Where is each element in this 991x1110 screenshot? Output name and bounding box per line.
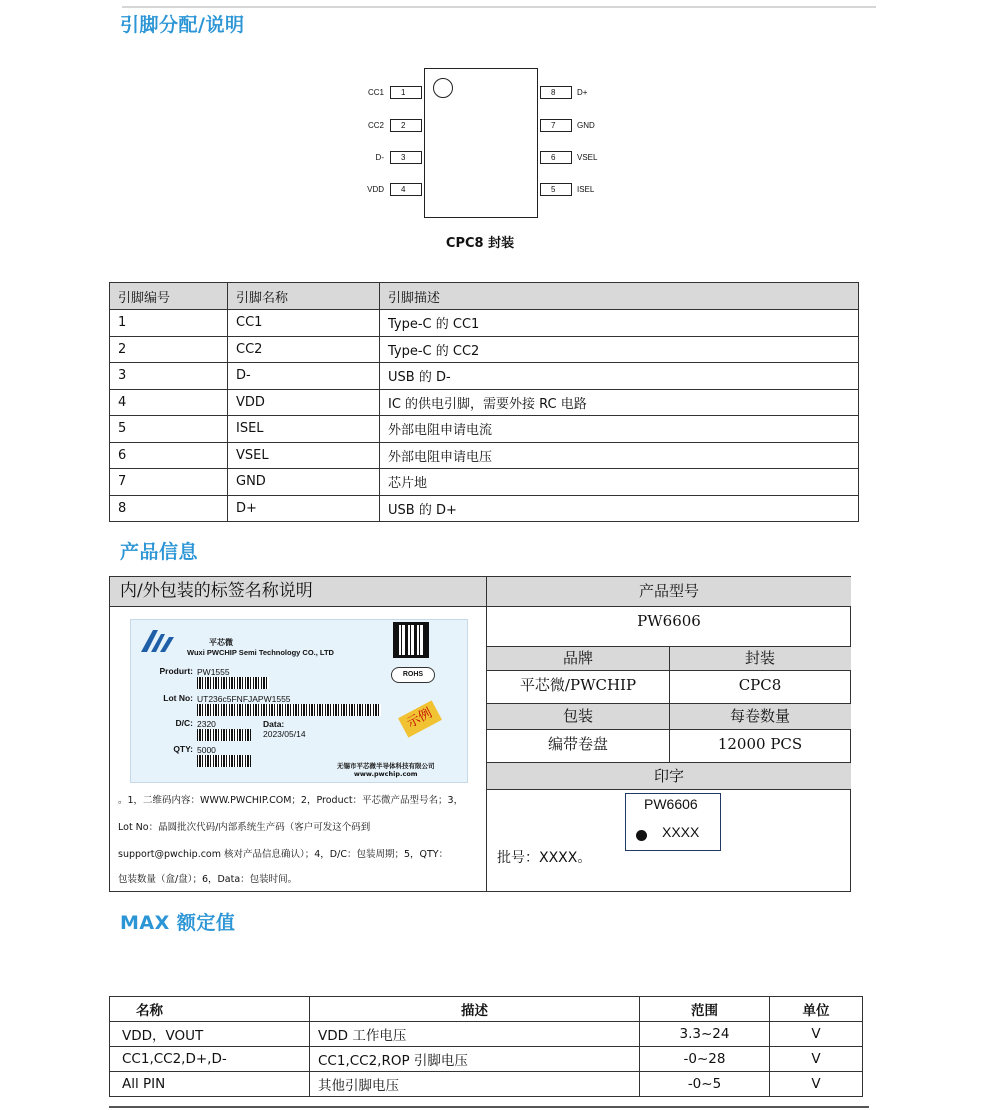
sample-stamp: 示例 [398, 700, 442, 737]
table-row [110, 442, 859, 469]
rating-range: 3.3~24 [640, 1022, 770, 1047]
header-unit: 单位 [770, 997, 863, 1022]
label-dc-key: D/C: [175, 718, 193, 728]
label-note-line: 。1，二维码内容：WWW.PWCHIP.COM；2，Product：平芯微产品型号名；3， [118, 795, 464, 806]
barcode-icon [197, 677, 269, 689]
rating-unit: V [770, 1047, 863, 1072]
barcode-icon [197, 704, 381, 716]
section-title-product: 产品信息 [120, 541, 199, 563]
pin-description-table [109, 282, 859, 522]
label-qty-key: QTY: [173, 744, 193, 754]
brand-header: 品牌 [487, 647, 669, 671]
table-row [110, 1072, 863, 1097]
qr-code-icon [393, 622, 429, 658]
model-header: 产品型号 [487, 577, 851, 607]
product-info-table [109, 576, 851, 892]
sample-package-label [130, 619, 468, 783]
pin-name: ISEL [228, 416, 380, 443]
table-row [110, 1022, 863, 1047]
pin-number: 4 [110, 389, 228, 416]
label-description-panel [110, 577, 487, 891]
rating-description: CC1,CC2,ROP 引脚电压 [310, 1047, 640, 1072]
marking-header: 印字 [487, 763, 851, 790]
package-header: 封装 [669, 647, 851, 671]
brand-value: 平芯微/PWCHIP [487, 671, 669, 704]
pin-label-left: D- [375, 153, 384, 162]
header-pin-description: 引脚描述 [380, 283, 859, 310]
max-ratings-table [109, 996, 863, 1097]
pin-name: GND [228, 469, 380, 496]
pin-description: Type-C 的 CC1 [380, 310, 859, 337]
label-produrt-value: PW1555 [197, 667, 230, 677]
pin-description: USB 的 D+ [380, 495, 859, 522]
pin-name: D+ [228, 495, 380, 522]
barcode-icon [197, 729, 251, 741]
label-note-line: support@pwchip.com 核对产品信息确认）；4，D/C：包装周期；5，QTY： [118, 849, 449, 860]
rating-unit: V [770, 1072, 863, 1097]
pin-number-box: 6 [540, 151, 572, 164]
table-header-row [110, 283, 859, 310]
header-pin-number: 引脚编号 [110, 283, 228, 310]
pin-label-left: CC2 [367, 121, 384, 130]
pin-number: 6 [110, 442, 228, 469]
pin-number-box: 5 [540, 183, 572, 196]
header-pin-name: 引脚名称 [228, 283, 380, 310]
barcode-icon [197, 755, 251, 767]
pin-label-left: CC1 [367, 88, 384, 97]
table-row [110, 336, 859, 363]
marking-line-1: PW6606 [644, 796, 698, 812]
pin-label-right: GND [577, 121, 595, 130]
pin-number-box: 2 [390, 119, 422, 132]
label-data-value: 2023/05/14 [263, 729, 306, 739]
rating-description: VDD 工作电压 [310, 1022, 640, 1047]
rating-name: VDD，VOUT [110, 1022, 310, 1047]
table-row [110, 389, 859, 416]
pin-number-box: 8 [540, 86, 572, 99]
batch-note: 批号：XXXX。 [497, 850, 592, 866]
label-footer-company: 无锡市平芯微半导体科技有限公司 [337, 762, 435, 770]
model-value: PW6606 [487, 607, 851, 647]
pin1-dot-icon [636, 830, 647, 841]
table-row [110, 310, 859, 337]
label-footer-url: www.pwchip.com [353, 770, 418, 778]
label-company-en: Wuxi PWCHIP Semi Technology CO., LTD [187, 648, 334, 657]
package-caption: CPC8 封装 [445, 236, 515, 251]
table-row [110, 1047, 863, 1072]
pin-description: 外部电阻申请电压 [380, 442, 859, 469]
reel-qty-header: 每卷数量 [669, 704, 851, 730]
pin-name: D- [228, 363, 380, 390]
reel-qty-value: 12000 PCS [669, 730, 851, 763]
pin-name: CC2 [228, 336, 380, 363]
pin-name: VDD [228, 389, 380, 416]
pin-number: 7 [110, 469, 228, 496]
label-dc-value: 2320 [197, 719, 216, 729]
pin-description: Type-C 的 CC2 [380, 336, 859, 363]
rating-range: -0~5 [640, 1072, 770, 1097]
pin-number: 5 [110, 416, 228, 443]
table-row [110, 469, 859, 496]
header-description: 描述 [310, 997, 640, 1022]
pin-name: VSEL [228, 442, 380, 469]
label-lot-value: UT236c5FNFJAPW1555 [197, 694, 291, 704]
pin-name: CC1 [228, 310, 380, 337]
column-divider [669, 647, 670, 763]
pin-number: 3 [110, 363, 228, 390]
label-company-cn: 平芯微 [209, 638, 233, 647]
bottom-divider [109, 1106, 869, 1108]
package-value: CPC8 [669, 671, 851, 704]
label-note-line: Lot No：晶圆批次代码/内部系统生产码（客户可发这个码到 [118, 822, 371, 833]
pin1-marker-icon [433, 78, 453, 98]
pin-label-left: VDD [367, 185, 384, 194]
packing-header: 包装 [487, 704, 669, 730]
packing-value: 编带卷盘 [487, 730, 669, 763]
label-note-line: 包装数量（盒/盘）；6，Data：包装时间。 [118, 874, 298, 885]
pin-label-right: VSEL [577, 153, 598, 162]
pin-description: USB 的 D- [380, 363, 859, 390]
pin-label-right: ISEL [577, 185, 595, 194]
pin-number: 8 [110, 495, 228, 522]
pin-description: 外部电阻申请电流 [380, 416, 859, 443]
label-lot-key: Lot No: [163, 693, 193, 703]
rating-range: -0~28 [640, 1047, 770, 1072]
table-row [110, 416, 859, 443]
label-qty-value: 5000 [197, 745, 216, 755]
pin-number-box: 4 [390, 183, 422, 196]
marking-line-2: XXXX [662, 824, 700, 840]
section-title-pin: 引脚分配/说明 [120, 14, 245, 36]
label-panel-header: 内/外包装的标签名称说明 [110, 577, 486, 607]
header-name: 名称 [110, 997, 310, 1022]
rating-unit: V [770, 1022, 863, 1047]
rating-description: 其他引脚电压 [310, 1072, 640, 1097]
pin-number: 2 [110, 336, 228, 363]
pin-label-right: D+ [577, 88, 588, 97]
pin-number: 1 [110, 310, 228, 337]
label-footer [337, 762, 435, 778]
pwchip-logo-icon [141, 628, 175, 654]
table-row [110, 495, 859, 522]
rohs-badge: ROHS [391, 667, 435, 683]
table-header-row [110, 997, 863, 1022]
pin-description: IC 的供电引脚，需要外接 RC 电路 [380, 389, 859, 416]
top-divider [122, 6, 876, 8]
header-range: 范围 [640, 997, 770, 1022]
section-title-max: MAX 额定值 [120, 912, 236, 934]
pin-number-box: 1 [390, 86, 422, 99]
label-produrt-key: Produrt: [159, 666, 193, 676]
pin-description: 芯片地 [380, 469, 859, 496]
pin-number-box: 3 [390, 151, 422, 164]
table-row [110, 363, 859, 390]
label-data-key: Data: [263, 719, 285, 729]
marking-preview [625, 793, 721, 851]
rating-name: All PIN [110, 1072, 310, 1097]
pin-number-box: 7 [540, 119, 572, 132]
rating-name: CC1,CC2,D+,D- [110, 1047, 310, 1072]
